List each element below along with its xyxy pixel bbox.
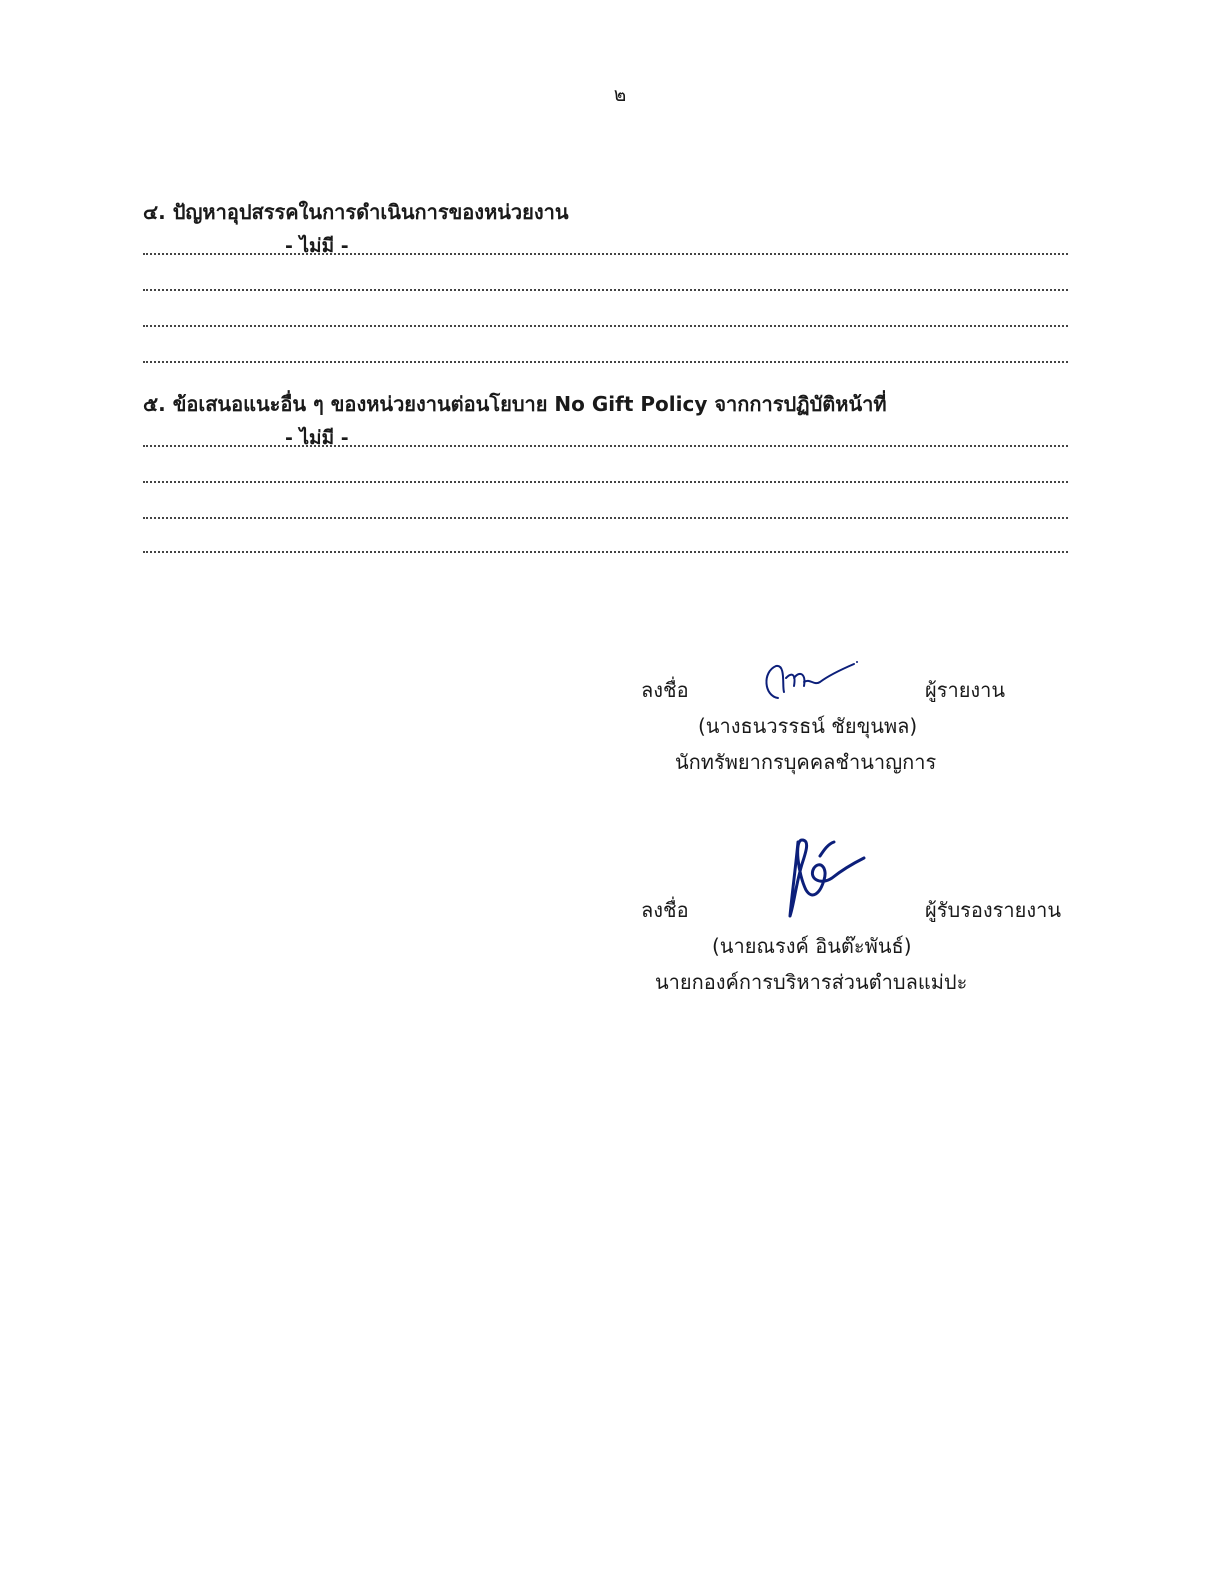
reporter-position: นักทรัพยากรบุคคลชำนาญการ bbox=[675, 750, 937, 774]
reporter-signature bbox=[762, 656, 862, 706]
section-4-line-3 bbox=[143, 325, 1068, 327]
page-number: ๒ bbox=[613, 84, 627, 106]
certifier-signature bbox=[780, 834, 870, 924]
certifier-position: นายกองค์การบริหารส่วนตำบลแม่ปะ bbox=[655, 970, 968, 994]
section-4-heading: ๔. ปัญหาอุปสรรคในการดำเนินการของหน่วยงาน bbox=[143, 200, 569, 224]
certifier-role: ผู้รับรองรายงาน bbox=[925, 898, 1062, 922]
section-4-line-2 bbox=[143, 289, 1068, 291]
reporter-name: (นางธนวรรธน์ ชัยขุนพล) bbox=[698, 714, 918, 738]
section-5-line-4 bbox=[143, 551, 1068, 553]
reporter-role: ผู้รายงาน bbox=[925, 678, 1006, 702]
section-5-line-3 bbox=[143, 517, 1068, 519]
section-4-answer: - ไม่มี - bbox=[285, 235, 349, 257]
certifier-sign-label: ลงชื่อ bbox=[641, 898, 689, 922]
section-5-answer: - ไม่มี - bbox=[285, 427, 349, 449]
section-4-line-1 bbox=[143, 253, 1068, 255]
section-5-line-1 bbox=[143, 445, 1068, 447]
reporter-sign-label: ลงชื่อ bbox=[641, 678, 689, 702]
certifier-name: (นายณรงค์ อินต๊ะพันธ์) bbox=[712, 934, 912, 958]
section-5-line-2 bbox=[143, 481, 1068, 483]
section-5-heading: ๕. ข้อเสนอแนะอื่น ๆ ของหน่วยงานต่อนโยบาย No Gift Policy จากการปฏิบัติหน้าที่ bbox=[143, 392, 887, 416]
section-4-line-4 bbox=[143, 361, 1068, 363]
